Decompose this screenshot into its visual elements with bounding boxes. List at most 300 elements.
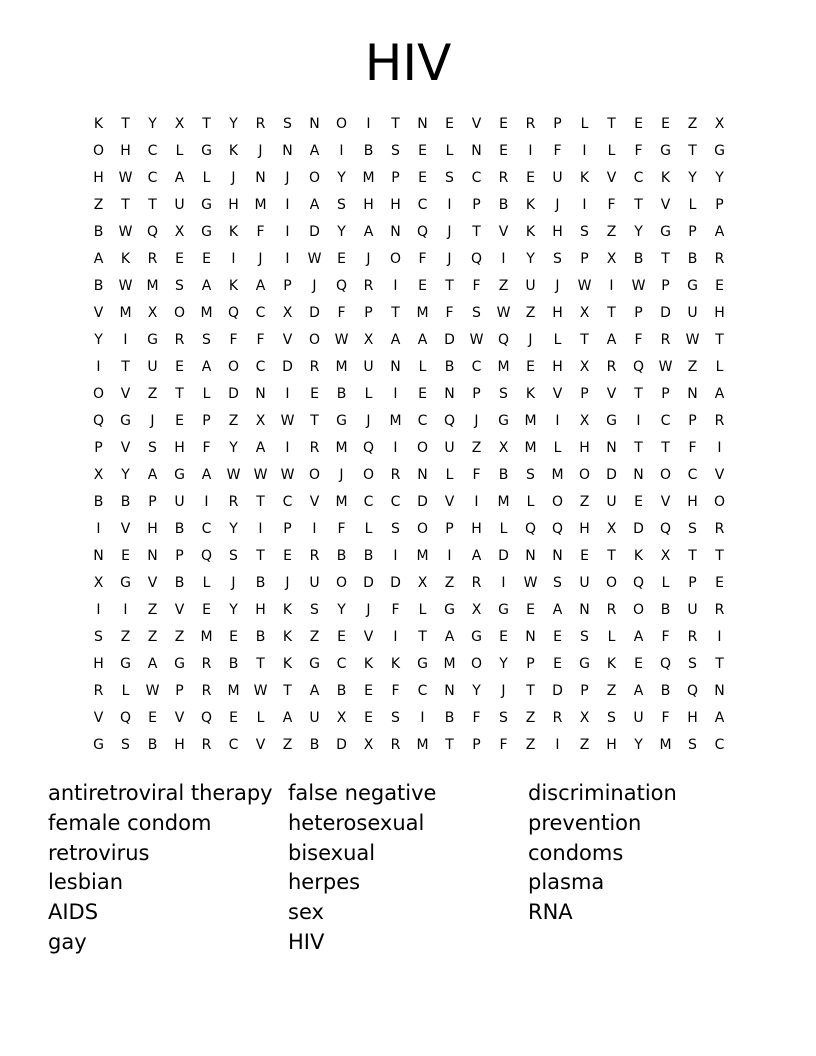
word-list-item: prevention (528, 810, 642, 835)
grid-letter: L (202, 575, 211, 591)
grid-letter: C (417, 197, 428, 213)
grid-letter: L (715, 359, 724, 375)
grid-letter: M (551, 467, 564, 483)
grid-letter: F (256, 332, 265, 348)
grid-letter: N (444, 386, 455, 402)
grid-letter: I (285, 251, 290, 267)
grid-letter: L (418, 359, 427, 375)
grid-letter: I (717, 440, 722, 456)
grid-letter: U (525, 278, 536, 294)
grid-letter: S (391, 521, 400, 537)
grid-letter: N (525, 629, 536, 645)
word-list-item: heterosexual (288, 810, 425, 835)
grid-letter: G (174, 656, 185, 672)
grid-letter: B (336, 386, 347, 402)
grid-letter: K (579, 170, 590, 186)
grid-letter: M (119, 305, 132, 321)
grid-letter: L (364, 386, 373, 402)
grid-letter: I (366, 116, 371, 132)
grid-letter: G (498, 602, 509, 618)
grid-letter: G (120, 413, 131, 429)
grid-letter: V (660, 197, 671, 213)
grid-letter: U (174, 494, 185, 510)
grid-letter: V (282, 332, 293, 348)
grid-letter: E (499, 629, 508, 645)
grid-letter: Q (551, 521, 564, 537)
grid-letter: K (525, 197, 536, 213)
word-list-item: bisexual (288, 840, 376, 865)
grid-letter: T (472, 224, 481, 240)
grid-letter: Z (147, 629, 158, 645)
grid-letter: Z (228, 413, 239, 429)
grid-letter: X (147, 305, 158, 321)
grid-letter: D (633, 521, 644, 537)
grid-letter: R (714, 521, 725, 537)
grid-letter: G (336, 413, 347, 429)
grid-letter: Q (200, 548, 213, 564)
grid-letter: O (92, 386, 105, 402)
grid-letter: K (282, 656, 293, 672)
grid-letter: R (390, 737, 401, 753)
grid-letter: N (93, 548, 104, 564)
grid-letter: G (714, 143, 725, 159)
grid-letter: Z (498, 278, 509, 294)
grid-letter: E (526, 359, 535, 375)
page-title: HIV (364, 34, 452, 92)
grid-letter: T (445, 737, 454, 753)
grid-letter: I (258, 521, 263, 537)
word-list (48, 779, 768, 958)
grid-letter: U (687, 602, 698, 618)
grid-letter: L (553, 440, 562, 456)
grid-letter: B (174, 575, 185, 591)
grid-letter: T (580, 332, 589, 348)
grid-letter: T (310, 413, 319, 429)
grid-letter: M (389, 413, 402, 429)
grid-letter: D (444, 332, 455, 348)
grid-letter: R (606, 602, 617, 618)
grid-letter: P (283, 278, 292, 294)
grid-letter: F (337, 305, 346, 321)
grid-letter: N (525, 548, 536, 564)
grid-letter: T (418, 629, 427, 645)
grid-letter: S (445, 170, 454, 186)
grid-letter: J (501, 683, 506, 699)
grid-letter: C (255, 305, 266, 321)
grid-letter: M (416, 305, 429, 321)
grid-letter: S (688, 521, 697, 537)
grid-letter: W (253, 467, 268, 483)
grid-letter: O (632, 602, 645, 618)
grid-letter: G (309, 656, 320, 672)
grid-letter: H (174, 737, 185, 753)
grid-letter: W (496, 305, 511, 321)
grid-letter: U (363, 359, 374, 375)
grid-letter: W (631, 278, 646, 294)
grid-letter: Y (337, 170, 346, 186)
grid-letter: T (202, 116, 211, 132)
grid-letter: W (145, 683, 160, 699)
grid-letter: H (174, 440, 185, 456)
grid-letter: T (148, 197, 157, 213)
grid-letter: I (528, 143, 533, 159)
grid-letter: M (200, 629, 213, 645)
grid-letter: Z (147, 602, 158, 618)
grid-letter: M (416, 548, 429, 564)
grid-letter: Q (524, 521, 537, 537)
grid-letter: E (715, 575, 724, 591)
grid-letter: J (339, 467, 344, 483)
grid-row (85, 219, 733, 246)
grid-letter: W (685, 332, 700, 348)
grid-letter: M (524, 413, 537, 429)
grid-letter: Y (94, 332, 103, 348)
grid-letter: T (121, 197, 130, 213)
grid-letter: F (472, 278, 481, 294)
grid-letter: L (445, 143, 454, 159)
grid-letter: A (255, 440, 266, 456)
grid-row (85, 354, 733, 381)
grid-letter: I (501, 575, 506, 591)
grid-letter: D (498, 548, 509, 564)
grid-letter: F (445, 305, 454, 321)
grid-letter: K (282, 629, 293, 645)
grid-letter: G (417, 656, 428, 672)
grid-letter: X (336, 710, 347, 726)
grid-letter: R (714, 602, 725, 618)
grid-letter: T (445, 278, 454, 294)
grid-letter: A (552, 602, 563, 618)
grid-letter: Q (686, 683, 699, 699)
grid-letter: K (120, 251, 131, 267)
grid-letter: O (416, 521, 429, 537)
grid-letter: D (606, 467, 617, 483)
grid-letter: Q (632, 359, 645, 375)
grid-letter: C (633, 170, 644, 186)
grid-letter: B (444, 359, 455, 375)
grid-letter: J (285, 575, 290, 591)
grid-letter: E (229, 710, 238, 726)
grid-letter: J (285, 170, 290, 186)
grid-letter: S (580, 629, 589, 645)
grid-letter: O (335, 116, 348, 132)
grid-letter: G (660, 224, 671, 240)
grid-letter: I (393, 386, 398, 402)
grid-letter: X (255, 413, 266, 429)
grid-letter: E (634, 116, 643, 132)
grid-letter: O (605, 575, 618, 591)
grid-letter: R (309, 548, 320, 564)
grid-letter: K (228, 224, 239, 240)
grid-letter: H (579, 440, 590, 456)
grid-letter: D (309, 305, 320, 321)
grid-letter: Z (444, 575, 455, 591)
grid-letter: Z (687, 116, 698, 132)
grid-letter: E (526, 602, 535, 618)
word-list-item: retrovirus (48, 840, 150, 865)
grid-letter: K (525, 386, 536, 402)
grid-letter: R (552, 710, 563, 726)
grid-letter: J (258, 251, 263, 267)
grid-letter: K (390, 656, 401, 672)
grid-letter: A (714, 386, 725, 402)
grid-letter: T (715, 548, 724, 564)
grid-letter: I (393, 548, 398, 564)
grid-letter: K (633, 548, 644, 564)
grid-row (85, 678, 733, 705)
grid-letter: L (688, 197, 697, 213)
grid-letter: T (607, 305, 616, 321)
grid-letter: C (417, 683, 428, 699)
grid-letter: L (661, 575, 670, 591)
grid-letter: B (336, 683, 347, 699)
grid-letter: A (147, 467, 158, 483)
grid-letter: F (688, 440, 697, 456)
grid-letter: J (474, 413, 479, 429)
grid-letter: V (498, 224, 509, 240)
grid-letter: V (471, 116, 482, 132)
grid-letter: E (337, 251, 346, 267)
grid-letter: E (418, 386, 427, 402)
grid-letter: Z (309, 629, 320, 645)
grid-letter: G (120, 656, 131, 672)
grid-letter: W (253, 683, 268, 699)
grid-letter: M (335, 494, 348, 510)
grid-letter: M (335, 359, 348, 375)
grid-letter: C (363, 494, 374, 510)
grid-letter: P (688, 413, 697, 429)
grid-letter: I (96, 521, 101, 537)
grid-letter: E (202, 602, 211, 618)
grid-letter: X (579, 359, 590, 375)
grid-letter: T (256, 548, 265, 564)
grid-letter: X (282, 305, 293, 321)
grid-letter: B (633, 251, 644, 267)
letter-grid (85, 111, 733, 759)
grid-letter: Y (337, 224, 346, 240)
word-list-item: herpes (288, 870, 361, 895)
grid-letter: O (470, 656, 483, 672)
word-list-item: RNA (528, 900, 573, 925)
grid-letter: Q (200, 710, 213, 726)
grid-letter: V (309, 494, 320, 510)
grid-letter: I (285, 386, 290, 402)
grid-letter: C (255, 359, 266, 375)
grid-letter: C (417, 413, 428, 429)
grid-letter: H (255, 602, 266, 618)
grid-letter: Y (688, 170, 697, 186)
grid-letter: W (469, 332, 484, 348)
grid-letter: X (606, 251, 617, 267)
grid-letter: H (471, 521, 482, 537)
grid-letter: P (661, 278, 670, 294)
grid-letter: T (661, 440, 670, 456)
grid-row (85, 165, 733, 192)
grid-letter: O (173, 305, 186, 321)
grid-letter: S (553, 575, 562, 591)
grid-letter: N (687, 386, 698, 402)
grid-letter: A (282, 710, 293, 726)
grid-letter: F (229, 332, 238, 348)
grid-letter: S (229, 548, 238, 564)
grid-letter: E (310, 386, 319, 402)
grid-letter: W (118, 278, 133, 294)
grid-letter: W (226, 467, 241, 483)
grid-letter: Z (579, 494, 590, 510)
grid-row (85, 138, 733, 165)
grid-letter: Q (497, 332, 510, 348)
grid-letter: C (687, 467, 698, 483)
word-list-item: discrimination (528, 781, 677, 805)
grid-letter: A (201, 467, 212, 483)
grid-letter: V (714, 467, 725, 483)
grid-letter: I (582, 197, 587, 213)
grid-letter: E (337, 629, 346, 645)
grid-letter: B (309, 737, 320, 753)
grid-letter: E (553, 656, 562, 672)
grid-row (85, 543, 733, 570)
grid-letter: I (123, 332, 128, 348)
grid-letter: L (499, 521, 508, 537)
grid-letter: N (390, 359, 401, 375)
grid-letter: C (714, 737, 725, 753)
grid-letter: Q (335, 278, 348, 294)
grid-letter: F (661, 629, 670, 645)
grid-letter: B (336, 548, 347, 564)
grid-letter: N (471, 143, 482, 159)
grid-letter: T (715, 332, 724, 348)
grid-row (85, 246, 733, 273)
grid-letter: L (202, 170, 211, 186)
grid-letter: Q (416, 224, 429, 240)
grid-letter: L (607, 629, 616, 645)
grid-row (85, 435, 733, 462)
grid-letter: Y (472, 683, 481, 699)
grid-letter: I (285, 440, 290, 456)
grid-letter: A (633, 683, 644, 699)
grid-letter: E (418, 278, 427, 294)
grid-letter: M (659, 737, 672, 753)
grid-letter: X (93, 575, 104, 591)
grid-letter: I (231, 251, 236, 267)
grid-letter: B (498, 467, 509, 483)
grid-letter: F (607, 197, 616, 213)
grid-letter: X (363, 737, 374, 753)
word-list-item: sex (288, 900, 324, 925)
grid-letter: L (526, 494, 535, 510)
grid-letter: K (93, 116, 104, 132)
grid-row (85, 732, 733, 759)
grid-letter: X (579, 413, 590, 429)
grid-letter: R (687, 629, 698, 645)
grid-letter: I (609, 278, 614, 294)
grid-letter: N (282, 143, 293, 159)
grid-letter: E (175, 359, 184, 375)
grid-letter: B (120, 494, 131, 510)
grid-letter: A (309, 143, 320, 159)
grid-letter: P (526, 656, 535, 672)
grid-letter: N (255, 170, 266, 186)
grid-letter: G (174, 467, 185, 483)
grid-letter: D (282, 359, 293, 375)
grid-letter: K (228, 278, 239, 294)
grid-letter: T (283, 683, 292, 699)
grid-letter: I (339, 143, 344, 159)
grid-letter: S (688, 737, 697, 753)
grid-letter: V (93, 710, 104, 726)
grid-letter: Q (659, 521, 672, 537)
grid-row (85, 381, 733, 408)
grid-letter: S (283, 116, 292, 132)
grid-letter: S (499, 386, 508, 402)
grid-letter: Z (93, 197, 104, 213)
grid-letter: R (606, 359, 617, 375)
grid-letter: H (687, 494, 698, 510)
grid-letter: J (555, 278, 560, 294)
grid-letter: D (363, 575, 374, 591)
grid-letter: C (147, 170, 158, 186)
grid-letter: F (472, 710, 481, 726)
grid-letter: M (200, 305, 213, 321)
grid-letter: I (96, 359, 101, 375)
grid-letter: Q (146, 224, 159, 240)
grid-letter: D (336, 737, 347, 753)
grid-letter: W (280, 467, 295, 483)
grid-letter: B (444, 710, 455, 726)
grid-letter: K (606, 656, 617, 672)
grid-letter: P (364, 305, 373, 321)
grid-letter: V (606, 386, 617, 402)
grid-letter: L (121, 683, 130, 699)
grid-letter: A (309, 197, 320, 213)
grid-letter: O (308, 332, 321, 348)
grid-letter: Y (715, 170, 724, 186)
grid-letter: F (634, 332, 643, 348)
grid-letter: T (634, 197, 643, 213)
grid-letter: L (175, 143, 184, 159)
grid-letter: E (418, 170, 427, 186)
grid-letter: B (660, 602, 671, 618)
grid-letter: U (147, 359, 158, 375)
grid-letter: E (283, 548, 292, 564)
grid-row (85, 462, 733, 489)
grid-letter: Q (119, 710, 132, 726)
grid-letter: R (714, 251, 725, 267)
grid-letter: O (713, 494, 726, 510)
grid-letter: Z (471, 440, 482, 456)
grid-letter: V (120, 440, 131, 456)
grid-letter: R (525, 116, 536, 132)
grid-letter: V (174, 710, 185, 726)
grid-row (85, 327, 733, 354)
grid-letter: F (472, 467, 481, 483)
grid-letter: G (147, 332, 158, 348)
grid-letter: H (552, 224, 563, 240)
grid-letter: F (337, 521, 346, 537)
grid-row (85, 570, 733, 597)
grid-letter: I (420, 710, 425, 726)
grid-letter: X (174, 224, 185, 240)
grid-letter: L (580, 116, 589, 132)
grid-letter: I (582, 143, 587, 159)
grid-letter: E (175, 251, 184, 267)
grid-letter: Z (120, 629, 131, 645)
grid-letter: X (498, 440, 509, 456)
grid-letter: J (555, 197, 560, 213)
grid-letter: E (364, 710, 373, 726)
grid-letter: P (472, 386, 481, 402)
grid-letter: P (553, 116, 562, 132)
